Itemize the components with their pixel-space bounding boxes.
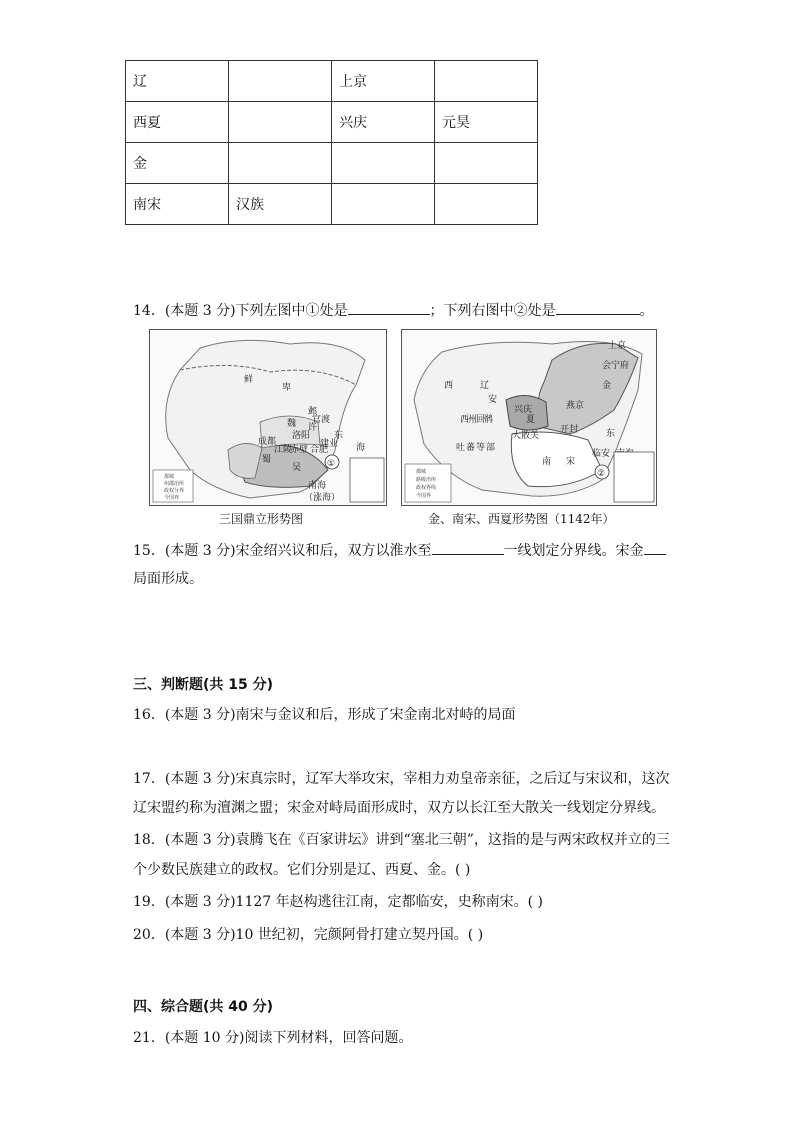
table-cell: 上京: [332, 61, 435, 102]
map-label-dasanguan: 大散关: [512, 431, 540, 441]
map-label-jianye: 建业: [320, 439, 339, 449]
map-label-shangjing: 上京: [608, 341, 627, 351]
legend-regime-border: 政权界线: [416, 485, 437, 491]
map-label-xizhou-1: 西: [460, 415, 470, 425]
map-label-xu: 许: [308, 423, 318, 433]
section-4-heading: 四、综合题(共 40 分): [133, 999, 274, 1015]
question-18-line2: 个少数民族建立的政权。它们分别是辽、西夏、金。( ): [133, 862, 471, 878]
map-label-luoyang: 洛阳: [292, 431, 311, 441]
map-label-xia: 夏: [526, 415, 536, 425]
map-label-dong: 东: [606, 429, 616, 439]
map-label-nansong-2: 宋: [566, 457, 576, 467]
question-17-line2: 辽宋盟约称为澶渊之盟；宋金对峙局面形成时，双方以长江至大散关一线划定分界线。: [133, 800, 665, 816]
map-label-kaifeng: 开封: [560, 425, 579, 435]
table-cell: 南宋: [126, 184, 229, 225]
question-14-suffix: 。: [639, 303, 654, 319]
legend-capital: 都城: [164, 474, 175, 480]
section-3-heading: 三、判断题(共 15 分): [133, 677, 274, 693]
table-cell: [229, 143, 332, 184]
map-label-tubo-3: 等: [476, 443, 486, 453]
answer-blank-3[interactable]: [432, 540, 504, 555]
map-marker-1: ①: [327, 459, 336, 469]
question-19: 19．(本题 3 分)1127 年赵构逃往江南，定都临安，史称南宋。( ): [133, 894, 543, 910]
table-row: [126, 143, 538, 184]
question-16: 16．(本题 3 分)南宋与金议和后，形成了宋金南北对峙的局面: [133, 707, 516, 723]
map-label-tubo-4: 部: [486, 443, 496, 453]
map-label-tubo-2: 蕃: [466, 443, 476, 453]
table-cell: [332, 184, 435, 225]
table-cell: 元昊: [435, 102, 538, 143]
map-label-jin: 金: [602, 381, 612, 391]
map-label-chengdu: 成都: [258, 437, 277, 447]
map-label-jiangling: 江陵: [274, 445, 293, 455]
table-cell: 西夏: [126, 102, 229, 143]
map-label-chibi: 赤壁: [290, 445, 309, 455]
table-cell: 辽: [126, 61, 229, 102]
question-14-prefix: 14．(本题 3 分)下列左图中①处是: [133, 303, 348, 319]
legend-prefecture: 州郡治所: [164, 481, 185, 487]
table-cell: 金: [126, 143, 229, 184]
legend-route-seat: 路级治所: [416, 477, 437, 483]
table-row: [126, 61, 538, 102]
map-label-dong: 东: [334, 431, 344, 441]
table-cell: [435, 61, 538, 102]
question-17-line1: 17．(本题 3 分)宋真宗时，辽军大举攻宋，宰相力劝皇帝亲征，之后辽与宋议和，这次: [133, 771, 670, 787]
question-14-middle: ；下列右图中②处是: [429, 303, 556, 319]
table-row: [126, 184, 538, 225]
map-label-xi-liao-2: 辽: [480, 381, 490, 391]
answer-blank-2[interactable]: [556, 300, 640, 315]
map-label-yanjing: 燕京: [566, 401, 585, 411]
question-18-line1: 18．(本题 3 分)袁腾飞在《百家讲坛》讲到“塞北三朝”，这指的是与两宋政权并立的三: [133, 832, 670, 848]
map-label-hefei: 合肥: [310, 445, 329, 455]
table-cell: [435, 184, 538, 225]
map-label-xizhou-2: 州: [468, 415, 478, 425]
map-label-an: 安: [488, 395, 498, 405]
jin-song-xixia-map: [401, 329, 657, 506]
map-label-linan: 临安: [592, 449, 611, 459]
map-label-shu: 蜀: [262, 455, 272, 465]
answer-blank-4[interactable]: [644, 540, 666, 555]
table-row: [126, 102, 538, 143]
map-label-tubo-1: 吐: [456, 443, 466, 453]
three-kingdoms-map: [149, 329, 387, 506]
map-label-wu: 吴: [292, 463, 302, 473]
question-15: [133, 540, 666, 560]
table-cell: [332, 143, 435, 184]
question-20: 20．(本题 3 分)10 世纪初，完颜阿骨打建立契丹国。( ): [133, 927, 484, 943]
table-cell: 兴庆: [332, 102, 435, 143]
map-label-nansong-1: 南: [542, 457, 552, 467]
right-map-caption: 金、南宋、西夏形势图（1142年）: [428, 512, 615, 526]
map-label-ye: 邺: [308, 407, 318, 417]
map-label-guandu: 官渡: [312, 415, 331, 425]
question-15-line2: 局面形成。: [133, 571, 203, 587]
table-cell: [435, 143, 538, 184]
question-21: 21．(本题 10 分)阅读下列材料，回答问题。: [133, 1030, 413, 1046]
table-cell: [229, 61, 332, 102]
map-label-huihu-1: 回: [476, 415, 486, 425]
map-label-huihu-2: 鹘: [484, 415, 494, 425]
legend-modern-border: 今国界: [164, 495, 180, 501]
legend-capital: 都城: [416, 469, 427, 475]
map-label-wei: 魏: [287, 419, 297, 429]
question-15-middle: 一线划定分界线。宋金: [503, 543, 644, 559]
map-label-xianbei-1: 鲜: [244, 375, 254, 385]
map-label-nanhai: 南海: [308, 481, 327, 491]
map-marker-2: ②: [597, 469, 606, 479]
question-15-prefix: 15．(本题 3 分)宋金绍兴议和后，双方以淮水至: [133, 543, 432, 559]
left-map-caption: 三国鼎立形势图: [219, 512, 304, 526]
map-label-xi-liao-1: 西: [444, 381, 454, 391]
table-cell: [229, 102, 332, 143]
map-label-xingqing: 兴庆: [514, 405, 533, 415]
map-label-huiningfu: 会宁府: [602, 361, 630, 371]
map-label-hai: 海: [356, 443, 366, 453]
legend-modern-border: 今国界: [416, 493, 432, 499]
legend-boundary: 政权分界: [164, 488, 185, 494]
map-label-xianbei-2: 卑: [282, 383, 292, 393]
map-label-zhanghai: （涨海）: [304, 493, 341, 503]
regimes-table: [125, 60, 538, 225]
table-cell: 汉族: [229, 184, 332, 225]
answer-blank-1[interactable]: [348, 300, 430, 315]
question-14: [133, 300, 654, 320]
